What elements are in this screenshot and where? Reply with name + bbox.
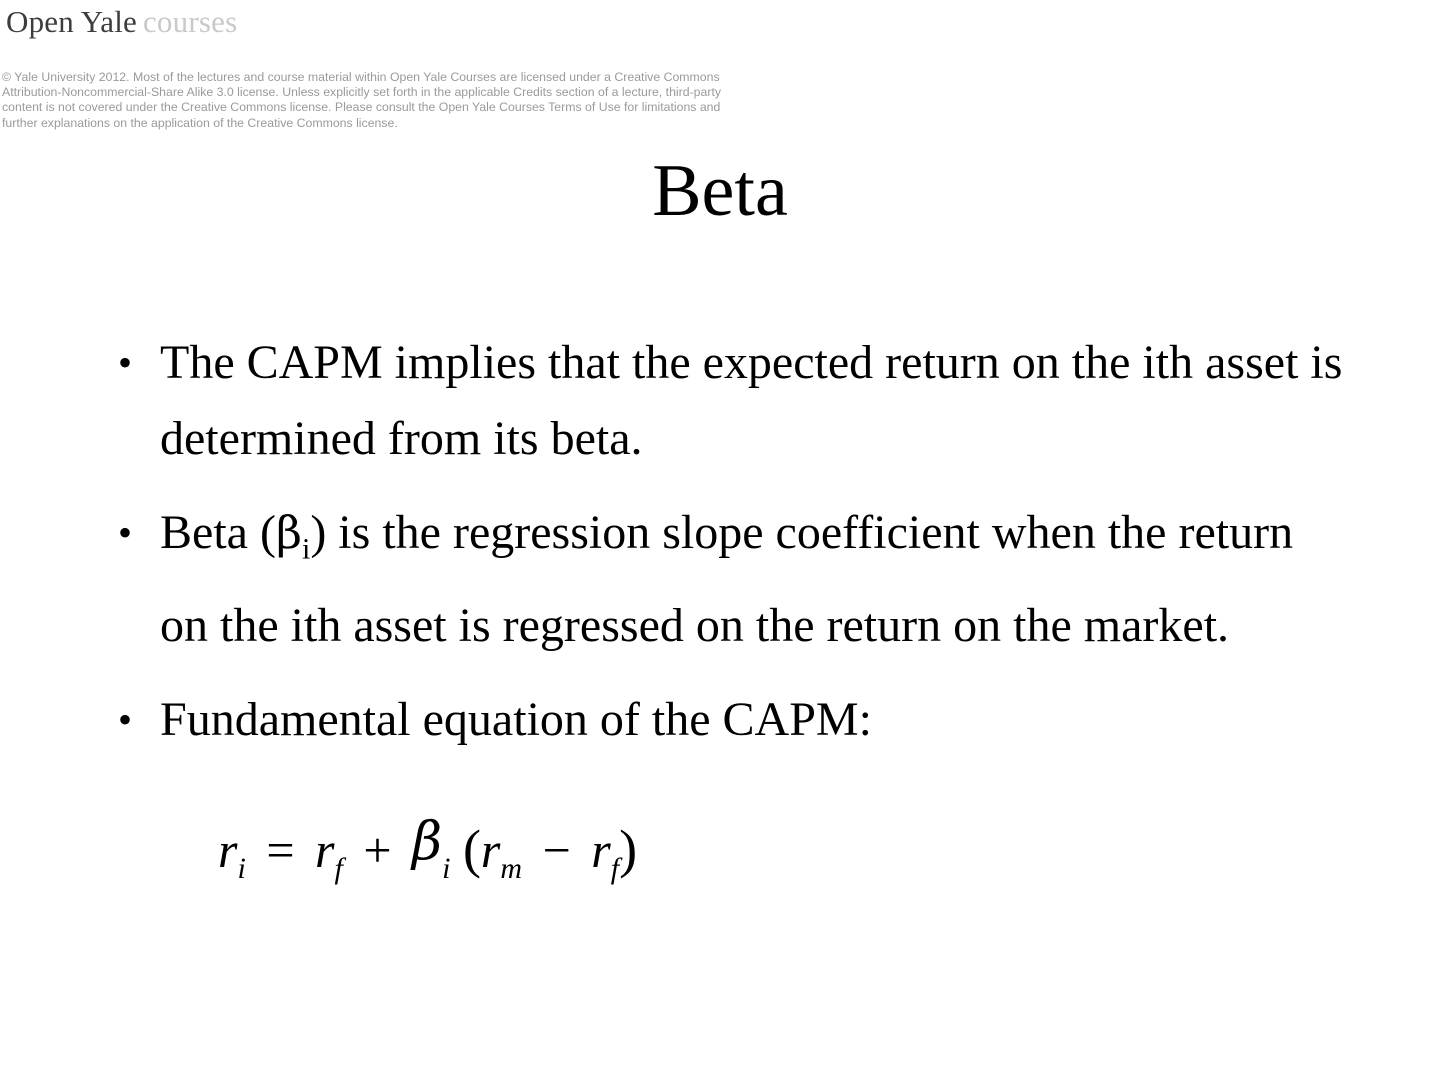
slide-title: Beta (652, 150, 788, 232)
equation-equals: = (266, 822, 295, 878)
beta-subscript: i (301, 532, 311, 566)
equation-plus: + (363, 822, 392, 878)
bullet-item-fundamental-equation (100, 682, 1350, 758)
capm-equation (218, 812, 638, 886)
equation-r-f: r (315, 822, 335, 878)
bullet-text-fundamental-equation: Fundamental equation of the CAPM: (160, 692, 872, 746)
equation-beta-sub: i (442, 852, 451, 885)
equation-open-paren: ( (462, 819, 481, 879)
equation-beta: β (412, 812, 443, 872)
bullet-item-beta-definition (100, 495, 1350, 664)
beta-rest-text: ) is the regression slope coefficient when the return on the ith asset is regressed on the return on the market. (160, 506, 1294, 652)
logo-courses-text: courses (142, 4, 238, 39)
equation-r-m: r (480, 822, 501, 878)
equation-r-f-sub: f (334, 852, 343, 885)
equation-r-m-sub: m (500, 852, 523, 885)
beta-symbol: β (275, 506, 302, 559)
logo-open-yale-text: Open Yale (6, 4, 137, 39)
equation-r-i-sub: i (237, 852, 246, 885)
equation-close-paren: ) (619, 819, 638, 879)
bullet-marker-icon: • (118, 340, 133, 385)
beta-lead-text: Beta ( (160, 506, 276, 559)
bullet-marker-icon: • (118, 510, 133, 555)
slide-body (100, 325, 1350, 776)
open-yale-courses-logo (6, 4, 237, 40)
copyright-notice: © Yale University 2012. Most of the lectures and course material within Open Yale Courses are licensed under a Creative Commons Attribution-Noncommercial-Share Alike 3.0 license. Unless explicitly set forth in the applicable Credits section of a lecture, third-party content is not covered under the Creative Commons license. Please consult the Open Yale Courses Terms of Use for limitations and further explanations on the application of the Creative Commons license. (2, 70, 722, 130)
bullet-item-capm-implies (100, 325, 1350, 477)
bullet-marker-icon: • (118, 696, 133, 742)
bullet-text-beta-definition (160, 495, 1350, 664)
bullet-text-capm-implies: The CAPM implies that the expected return on the ith asset is determined from its beta. (160, 336, 1343, 465)
equation-r-f-2: r (591, 822, 611, 878)
equation-r-i: r (218, 822, 238, 878)
equation-r-f-2-sub: f (610, 852, 620, 885)
equation-minus: − (542, 822, 571, 878)
